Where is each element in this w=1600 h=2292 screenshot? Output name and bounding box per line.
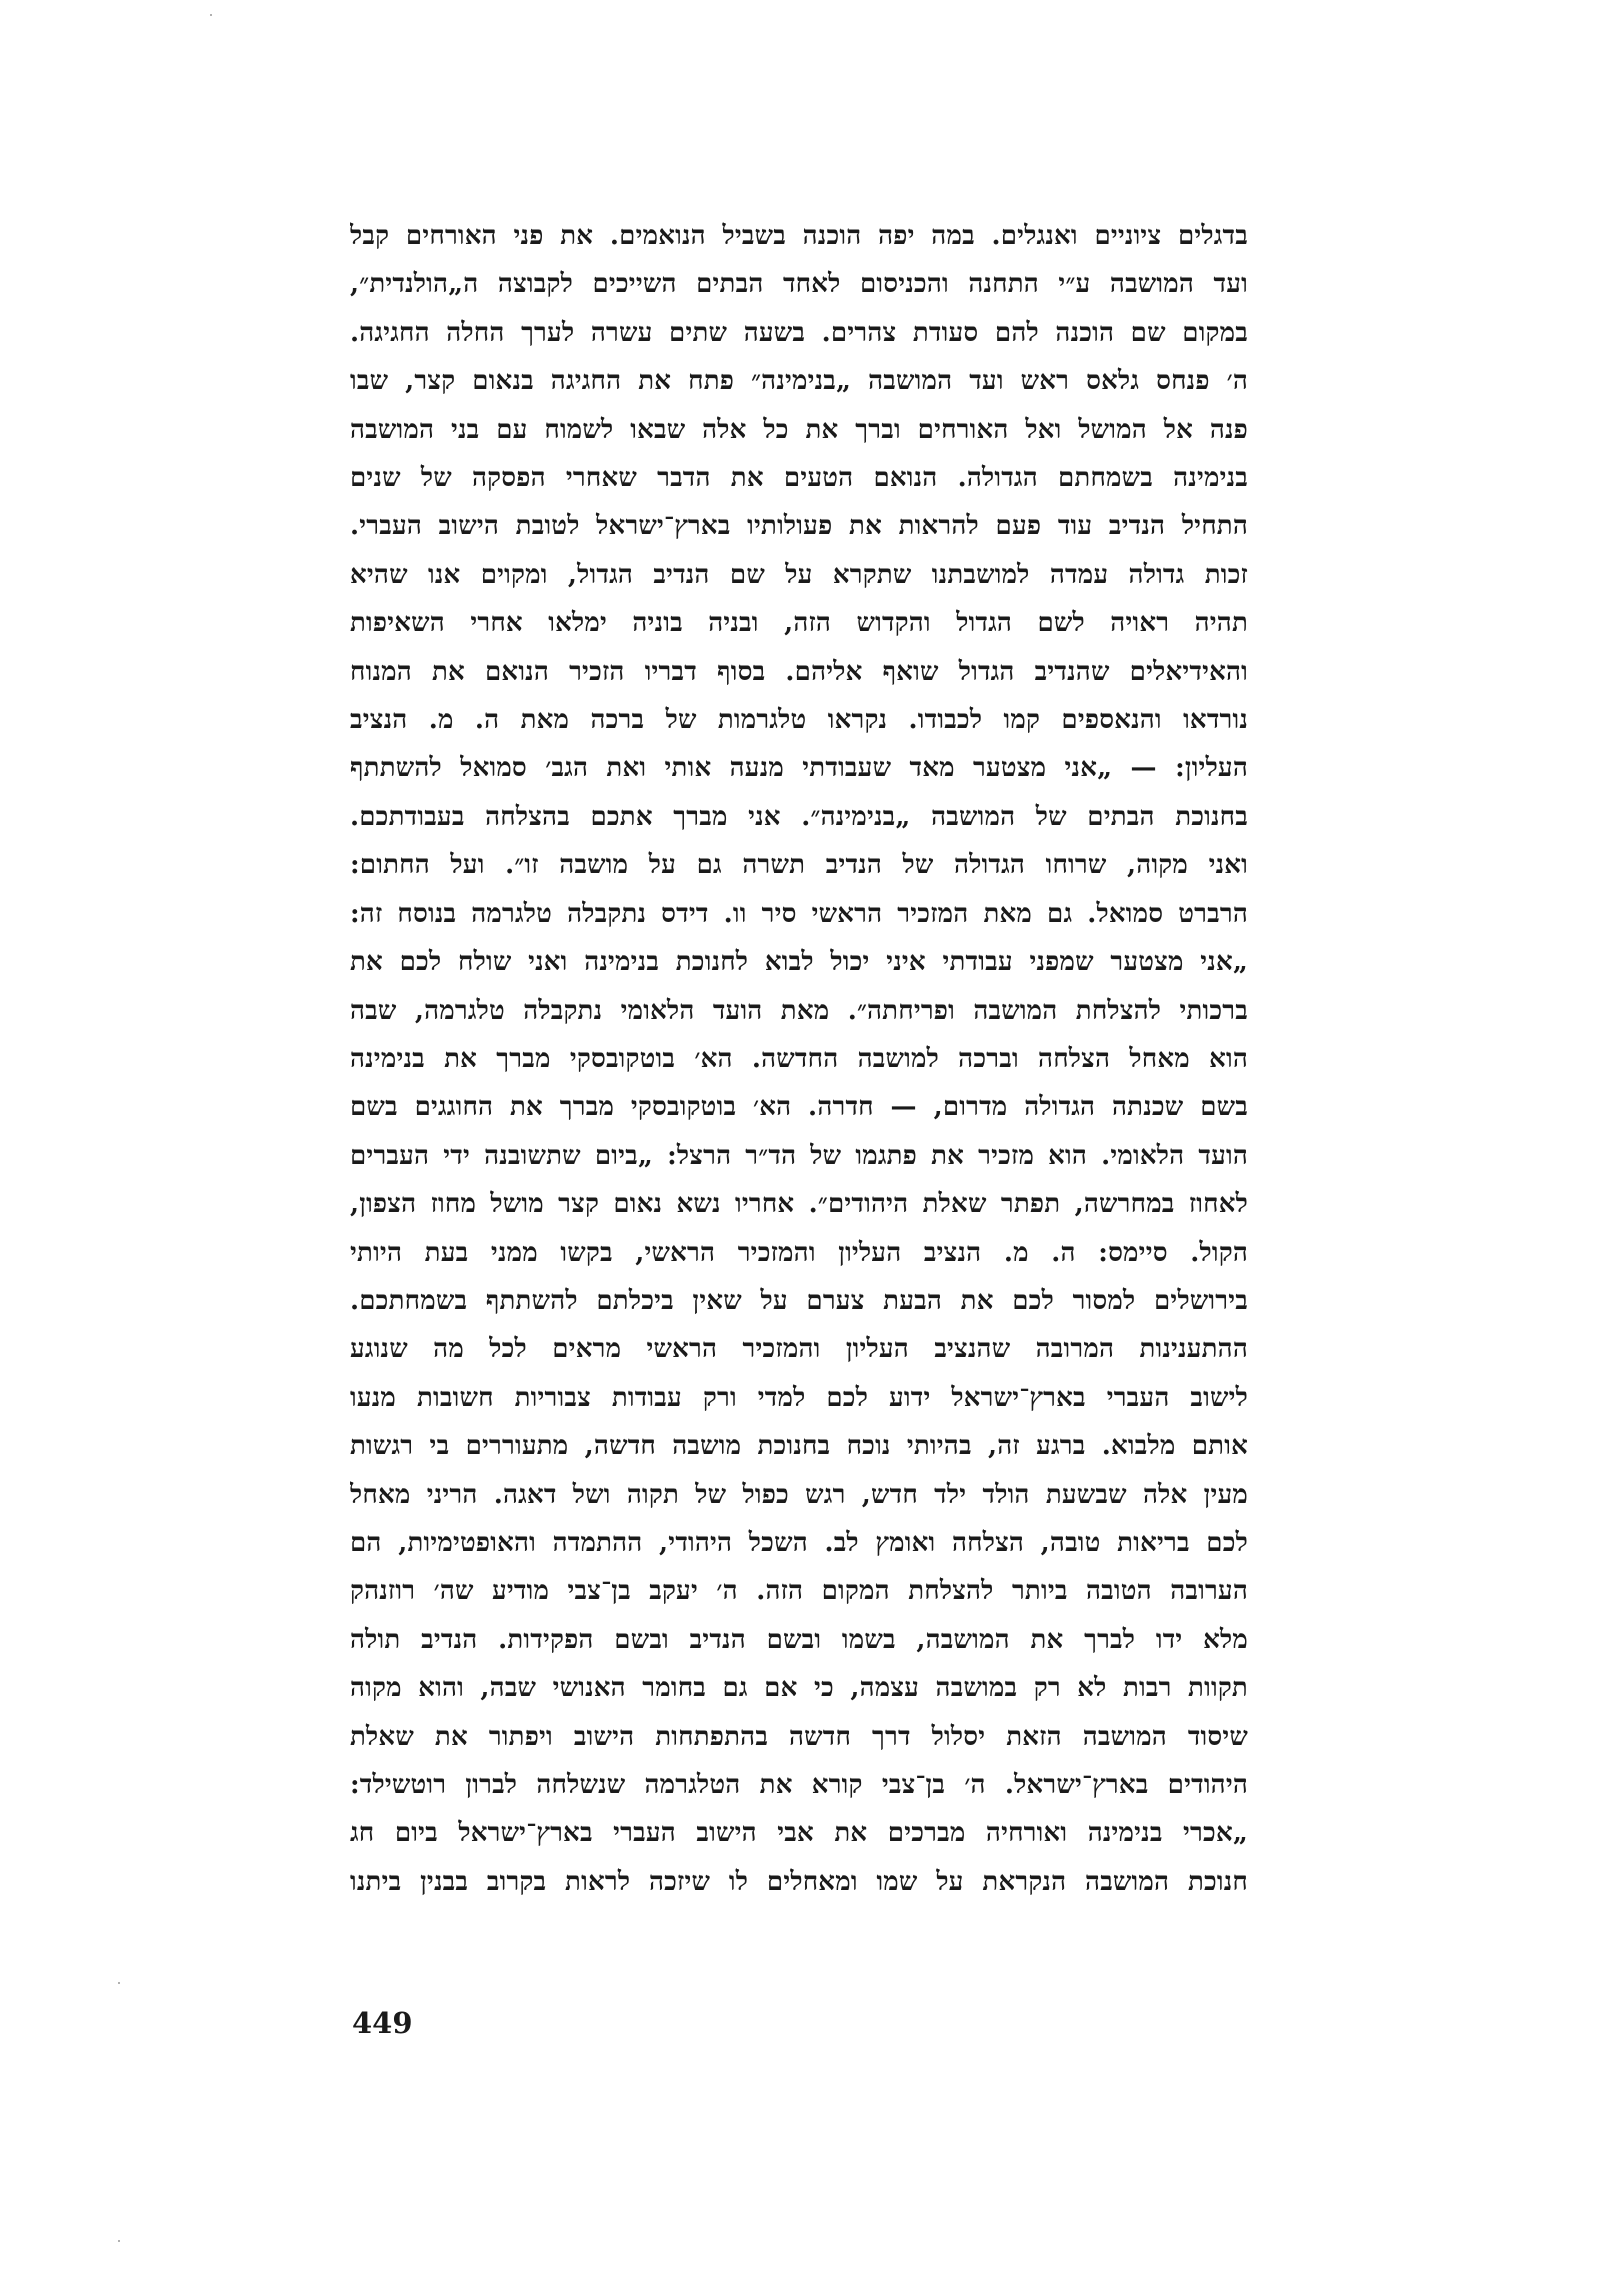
text-line: בשם שכנתה הגדולה מדרום, — חדרה. הא׳ בוטקובסקי מברך את החוגגים בשם: [350, 1092, 1248, 1123]
text-line: אותם מלבוא. ברגע זה, בהיותי נוכח בחנוכת מושבה חדשה, מתעוררים בי רגשות: [350, 1431, 1248, 1462]
text-line: במקום שם הוכנה להם סעודת צהרים. בשעה שתים עשרה לערך החלה החגיגה.: [350, 317, 1248, 348]
text-line: „אני מצטער שמפני עבודתי איני יכול לבוא לחנוכת בנימינה ואני שולח לכם את: [350, 947, 1248, 978]
text-line: בנימינה בשמחתם הגדולה. הנואם הטעים את הדבר שאחרי הפסקה של שנים: [350, 463, 1248, 494]
text-line: ברכותי להצלחת המושבה ופריחתה״. מאת הועד הלאומי נתקבלה טלגרמה, שבה: [350, 995, 1248, 1026]
text-line: פנה אל המושל ואל האורחים וברך את כל אלה שבאו לשמוח עם בני המושבה: [350, 414, 1248, 445]
text-line: „אכרי בנימינה ואורחיה מברכים את אבי הישוב העברי בארץ־ישראל ביום חג: [350, 1818, 1248, 1849]
scan-speck: [118, 1982, 120, 1984]
text-line: בדגלים ציוניים ואנגלים. במה יפה הוכנה בשביל הנואמים. את פני האורחים קבל: [350, 221, 1248, 251]
text-line: ההתענינות המרובה שהנציב העליון והמזכיר הראשי מראים לכל מה שנוגע: [350, 1334, 1248, 1365]
text-line: הרברט סמואל. גם מאת המזכיר הראשי סיר וו. דידס נתקבלה טלגרמה בנוסח זה:: [350, 898, 1248, 929]
text-line: זכות גדולה עמדה למושבתנו שתקרא על שם הנדיב הגדול, ומקוים אנו שהיא: [350, 559, 1248, 590]
scan-speck: [210, 14, 212, 16]
text-line: בחנוכת הבתים של המושבה „בנימינה״. אני מברך אתכם בהצלחה בעבודתכם.: [350, 801, 1248, 832]
text-line: העליון: — „אני מצטער מאד שעבודתי מנעה אותי ואת הגב׳ סמואל להשתתף: [350, 753, 1248, 784]
text-line: והאידיאלים שהנדיב הגדול שואף אליהם. בסוף דבריו הזכיר הנואם את המנוח: [350, 656, 1248, 687]
text-line: תקוות רבות לא רק במושבה עצמה, כי אם גם בחומר האנושי שבה, והוא מקוה: [350, 1673, 1248, 1704]
text-line: ה׳ פנחס גלאס ראש ועד המושבה „בנימינה״ פתח את החגיגה בנאום קצר, שבו: [350, 366, 1248, 397]
text-line: חנוכת המושבה הנקראת על שמו ומאחלים לו שיזכה לראות בקרוב בבנין ביתנו: [350, 1866, 1248, 1897]
text-line: ואני מקוה, שרוחו הגדולה של הנדיב תשרה גם על מושבה זו״. ועל החתום:: [350, 850, 1248, 881]
scan-speck: [118, 2240, 120, 2242]
text-line: לישוב העברי בארץ־ישראל ידוע לכם למדי ורק עבודות צבוריות חשובות מנעו: [350, 1382, 1248, 1413]
text-line: מעין אלה שבשעת הולד ילד חדש, רגש כפול של תקוה ושל דאגה. הריני מאחל: [350, 1479, 1248, 1510]
text-line: התחיל הנדיב עוד פעם להראות את פעולותיו בארץ־ישראל לטובת הישוב העברי.: [350, 511, 1248, 542]
text-line: נורדאו והנאספים קמו לכבודו. נקראו טלגרמות של ברכה מאת ה. מ. הנציב: [350, 705, 1248, 736]
text-line: ועד המושבה ע״י התחנה והכניסום לאחד הבתים השייכים לקבוצה ה„הולנדית״,: [350, 269, 1248, 300]
text-line: תהיה ראויה לשם הגדול והקדוש הזה, ובניה בוניה ימלאו אחרי השאיפות: [350, 608, 1248, 639]
text-line: מלא ידו לברך את המושבה, בשמו ובשם הנדיב ובשם הפקידות. הנדיב תולה: [350, 1624, 1248, 1655]
text-line: שיסוד המושבה הזאת יסלול דרך חדשה בהתפתחות הישוב ויפתור את שאלת: [350, 1721, 1248, 1752]
text-line: בירושלים למסור לכם את הבעת צערם על שאין ביכלתם להשתתף בשמחתכם.: [350, 1285, 1248, 1316]
page-number: 449: [352, 2006, 413, 2040]
text-line: היהודים בארץ־ישראל. ה׳ בן־צבי קורא את הטלגרמה שנשלחה לברון רוטשילד:: [350, 1770, 1248, 1800]
text-line: הועד הלאומי. הוא מזכיר את פתגמו של הד״ר הרצל: „ביום שתשובנה ידי העברים: [350, 1140, 1248, 1171]
text-line: הקול. סיימס: ה. מ. הנציב העליון והמזכיר הראשי, בקשו ממני בעת היותי: [350, 1237, 1248, 1268]
text-line: הוא מאחל הצלחה וברכה למושבה החדשה. הא׳ בוטקובסקי מברך את בנימינה: [350, 1043, 1248, 1074]
text-line: לאחוז במחרשה, תפתר שאלת היהודים״. אחריו נשא נאום קצר מושל מחוז הצפון,: [350, 1189, 1248, 1220]
body-text: [350, 212, 1248, 1906]
text-line: לכם בריאות טובה, הצלחה ואומץ לב. השכל היהודי, ההתמדה והאופטימיות, הם: [350, 1527, 1248, 1558]
text-line: הערובה הטובה ביותר להצלחת המקום הזה. ה׳ יעקב בן־צבי מודיע שה׳ רוזנהק: [350, 1576, 1248, 1607]
